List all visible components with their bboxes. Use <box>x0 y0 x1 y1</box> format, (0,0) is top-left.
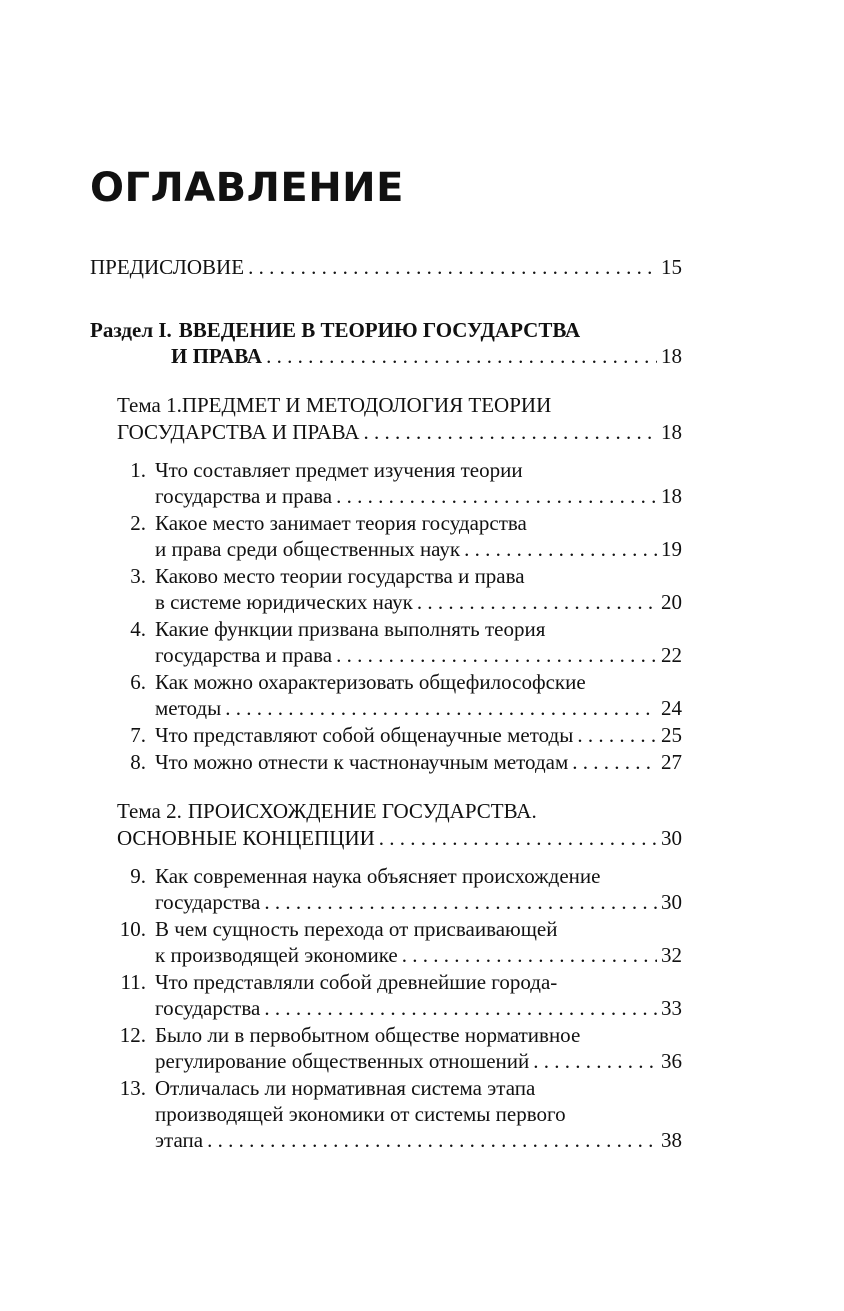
toc-item-3-line1[interactable] <box>155 562 525 590</box>
item-text-line2: методы <box>155 696 222 720</box>
item-number: 10. <box>119 917 146 941</box>
toc-item-2-line2[interactable] <box>155 535 682 563</box>
toc-topic-1-line2[interactable] <box>117 418 682 446</box>
toc-item-10-line2[interactable] <box>155 941 682 969</box>
toc-item-4-line1[interactable] <box>155 615 545 643</box>
dot-leader <box>417 588 657 616</box>
topic-title-line2: ОСНОВНЫЕ КОНЦЕПЦИИ <box>117 826 375 850</box>
dot-leader <box>336 641 657 669</box>
item-text-line2: производящей экономики от системы первого <box>155 1102 566 1126</box>
toc-page-number: 38 <box>661 1128 682 1152</box>
toc-item-2-line1[interactable] <box>155 509 527 537</box>
item-number: 6. <box>130 670 146 694</box>
item-text-line1: Какие функции призвана выполнять теория <box>155 617 546 641</box>
item-text-line2: в системе юридических наук <box>155 590 413 614</box>
dot-leader <box>248 253 657 281</box>
item-text-line2: государства и права <box>155 643 333 667</box>
item-text-line2: к производящей экономике <box>155 943 398 967</box>
toc-item-1-line1[interactable] <box>155 456 523 484</box>
toc-item-13-line2[interactable] <box>155 1100 566 1128</box>
topic-title-line1: ПРОИСХОЖДЕНИЕ ГОСУДАРСТВА. <box>187 799 537 823</box>
item-text-line2: государства <box>155 890 261 914</box>
toc-page-number: 30 <box>661 826 682 850</box>
dot-leader <box>379 824 657 852</box>
toc-item-4-line2[interactable] <box>155 641 682 669</box>
toc-item-3-line2[interactable] <box>155 588 682 616</box>
toc-page-number: 19 <box>661 537 682 561</box>
toc-page-number: 22 <box>661 643 682 667</box>
item-text-line2: и права среди общественных наук <box>155 537 461 561</box>
item-number: 8. <box>130 750 146 774</box>
dot-leader <box>533 1047 657 1075</box>
item-number: 12. <box>119 1023 146 1047</box>
toc-item-6-line2[interactable] <box>155 694 682 722</box>
dot-leader <box>225 694 657 722</box>
toc-item-13-line1[interactable] <box>155 1074 535 1102</box>
item-text-line1: Что составляет предмет изучения теории <box>155 458 523 482</box>
toc-item-9-line2[interactable] <box>155 888 682 916</box>
section-title-line1: ВВЕДЕНИЕ В ТЕОРИЮ ГОСУДАРСТВА <box>178 318 581 342</box>
toc-topic-1-line1[interactable] <box>117 391 551 419</box>
topic-prefix: Тема 1. <box>117 393 182 417</box>
toc-page-number: 33 <box>661 996 682 1020</box>
item-text-line1: Было ли в первобытном обществе нормативное <box>155 1023 581 1047</box>
toc-page-number: 24 <box>661 696 682 720</box>
dot-leader <box>464 535 657 563</box>
toc-item-11-line2[interactable] <box>155 994 682 1022</box>
toc-topic-2-line1[interactable] <box>117 797 537 825</box>
item-text-line3: этапа <box>155 1128 204 1152</box>
topic-title-line2: ГОСУДАРСТВА И ПРАВА <box>117 420 360 444</box>
item-number: 9. <box>130 864 146 888</box>
toc-page-number: 15 <box>661 255 682 279</box>
dot-leader <box>577 721 657 749</box>
toc-item-1-line2[interactable] <box>155 482 682 510</box>
item-text-line1: Каково место теории государства и права <box>155 564 525 588</box>
dot-leader <box>363 418 657 446</box>
item-text-line1: Что можно отнести к частнонаучным методам <box>155 750 569 774</box>
item-number: 2. <box>130 511 146 535</box>
toc-item-6-line1[interactable] <box>155 668 586 696</box>
toc-item-13-line3[interactable] <box>155 1126 682 1154</box>
dot-leader <box>572 748 657 776</box>
item-number: 1. <box>130 458 146 482</box>
item-text-line1: Какое место занимает теория государства <box>155 511 527 535</box>
toc-page-number: 25 <box>661 723 682 747</box>
toc-section-1-line2[interactable] <box>171 342 682 370</box>
page-title: ОГЛАВЛЕНИЕ <box>90 165 404 211</box>
toc-entry-label: ПРЕДИСЛОВИЕ <box>90 255 245 279</box>
toc-item-7[interactable] <box>155 721 682 749</box>
topic-title-line1: ПРЕДМЕТ И МЕТОДОЛОГИЯ ТЕОРИИ <box>181 393 552 417</box>
toc-item-9-line1[interactable] <box>155 862 600 890</box>
toc-page-number: 18 <box>661 344 682 368</box>
item-number: 7. <box>130 723 146 747</box>
toc-page-number: 36 <box>661 1049 682 1073</box>
dot-leader <box>264 994 657 1022</box>
item-text-line1: Отличалась ли нормативная система этапа <box>155 1076 536 1100</box>
toc-page-number: 32 <box>661 943 682 967</box>
toc-page-number: 30 <box>661 890 682 914</box>
toc-page-number: 18 <box>661 420 682 444</box>
dot-leader <box>266 342 657 370</box>
toc-page-number: 27 <box>661 750 682 774</box>
toc-page-number: 18 <box>661 484 682 508</box>
section-prefix: Раздел I. <box>90 318 172 342</box>
item-number: 3. <box>130 564 146 588</box>
dot-leader <box>336 482 657 510</box>
item-number: 4. <box>130 617 146 641</box>
toc-item-12-line1[interactable] <box>155 1021 580 1049</box>
dot-leader <box>402 941 657 969</box>
item-text-line1: Как можно охарактеризовать общефилософские <box>155 670 586 694</box>
dot-leader <box>207 1126 657 1154</box>
item-text-line1: Что представляют собой общенаучные методы <box>155 723 574 747</box>
item-text-line1: Что представляли собой древнейшие города- <box>155 970 558 994</box>
dot-leader <box>264 888 657 916</box>
toc-item-10-line1[interactable] <box>155 915 557 943</box>
toc-section-1-line1[interactable] <box>90 316 580 344</box>
topic-prefix: Тема 2. <box>117 799 182 823</box>
toc-topic-2-line2[interactable] <box>117 824 682 852</box>
item-text-line1: Как современная наука объясняет происхождение <box>155 864 601 888</box>
toc-item-11-line1[interactable] <box>155 968 557 996</box>
item-number: 13. <box>119 1076 146 1100</box>
item-text-line2: регулирование общественных отношений <box>155 1049 530 1073</box>
toc-item-12-line2[interactable] <box>155 1047 682 1075</box>
toc-entry-preface[interactable] <box>90 253 682 281</box>
item-text-line2: государства и права <box>155 484 333 508</box>
item-text-line1: В чем сущность перехода от присваивающей <box>155 917 558 941</box>
toc-page-number: 20 <box>661 590 682 614</box>
toc-item-8[interactable] <box>155 748 682 776</box>
item-number: 11. <box>120 970 146 994</box>
section-title-line2: И ПРАВА <box>171 344 263 368</box>
item-text-line2: государства <box>155 996 261 1020</box>
